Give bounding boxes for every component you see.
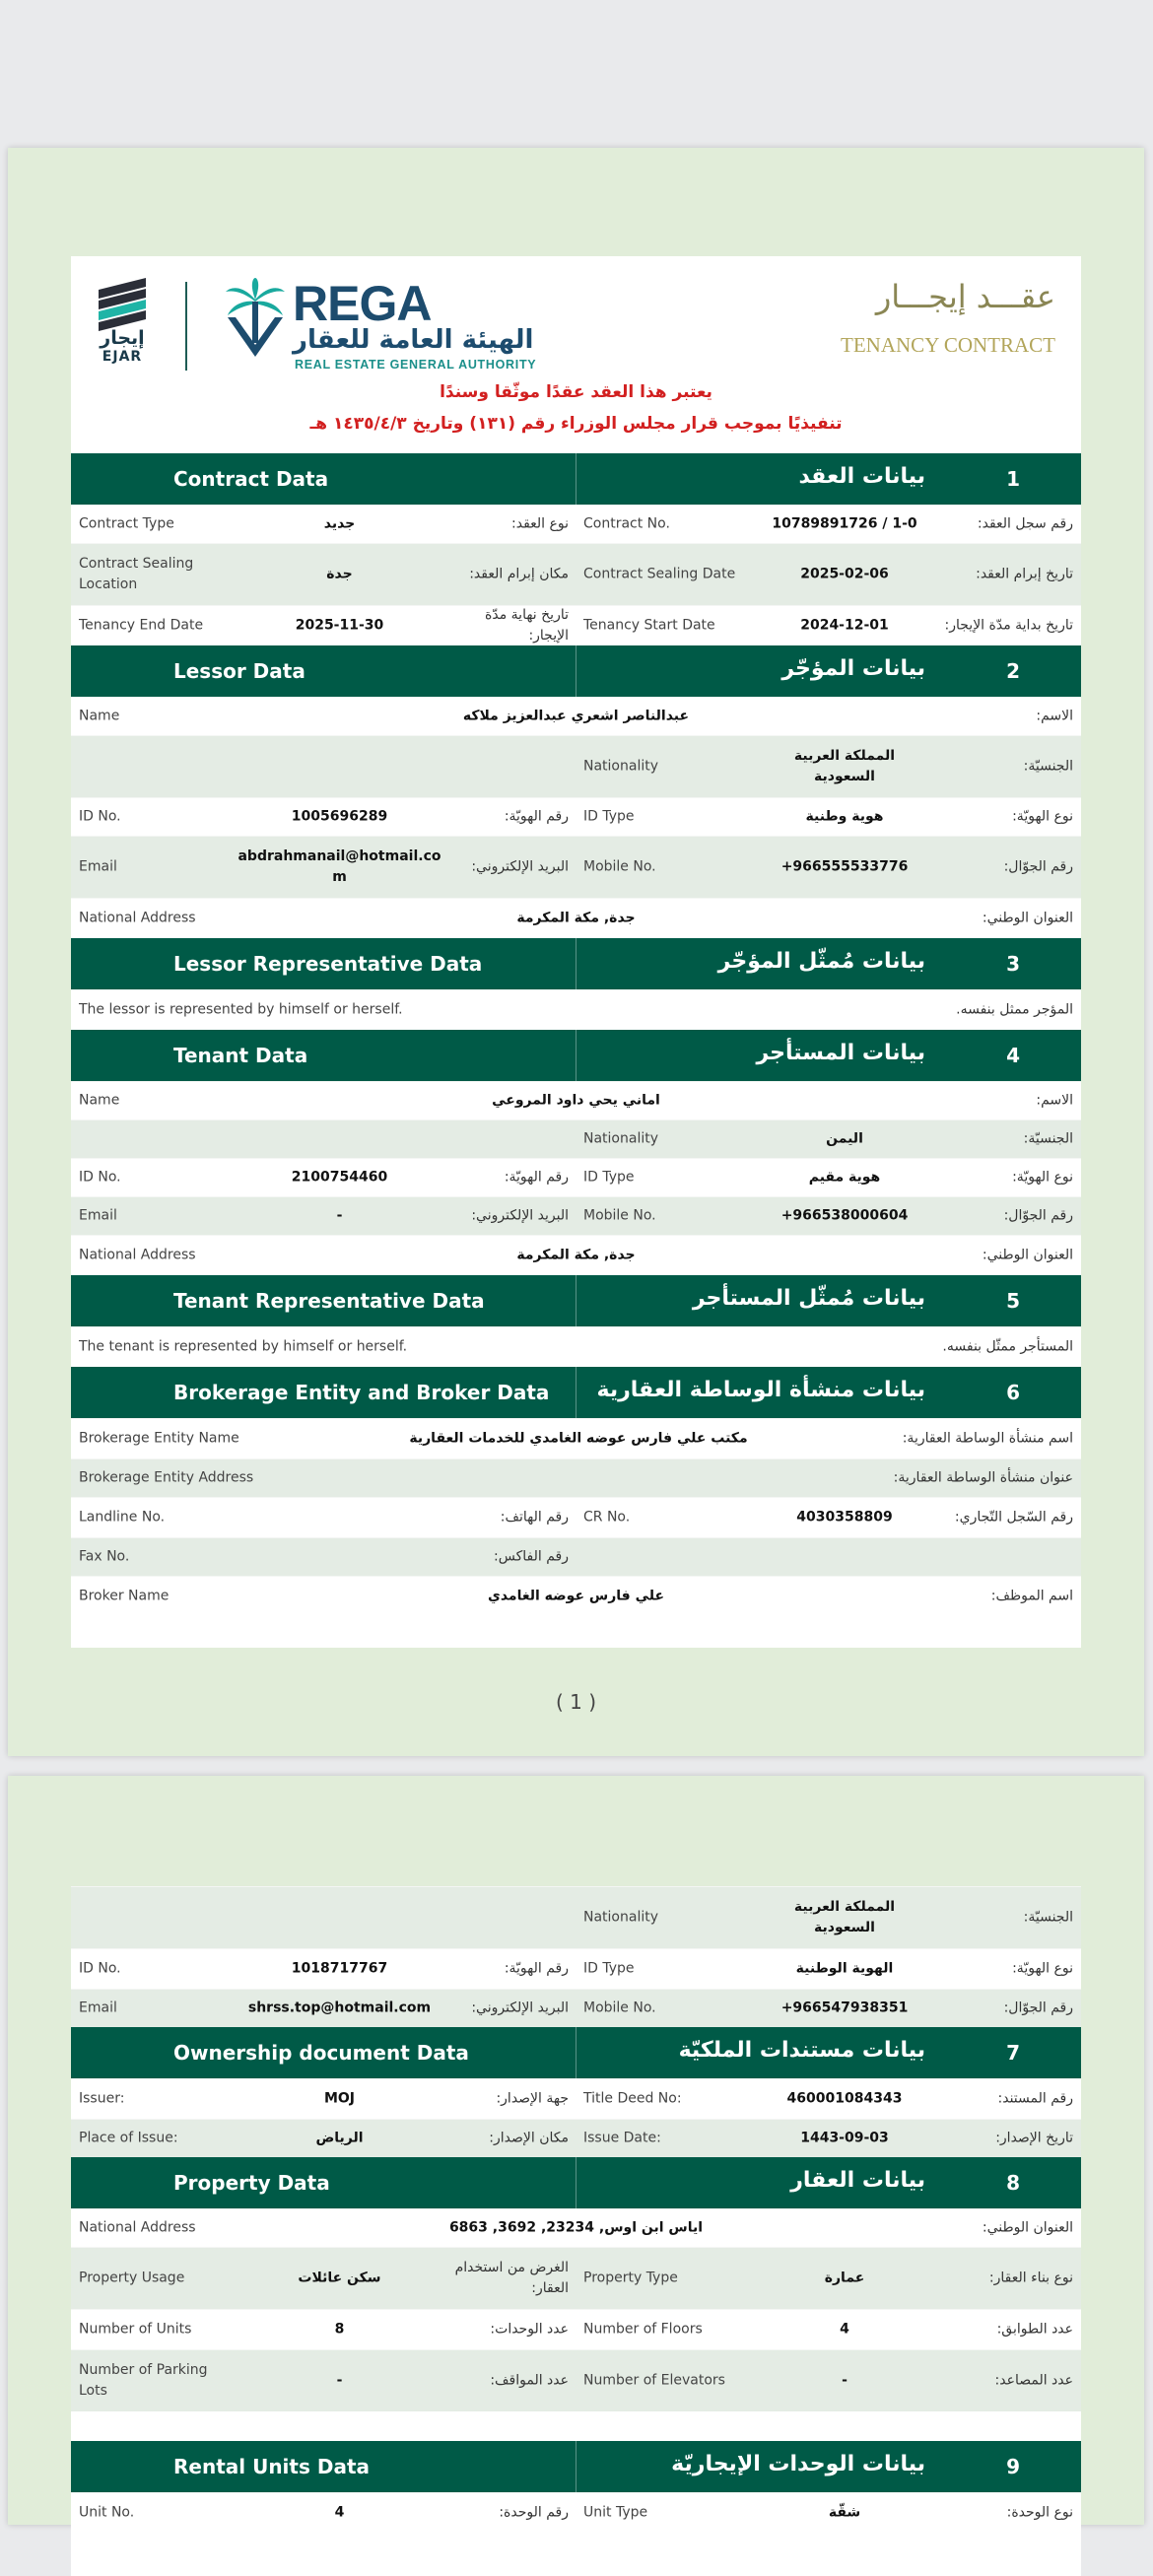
field-value: 4 [334,2504,345,2521]
section-header-rental-units [71,2441,1081,2492]
table-row [71,505,1081,543]
field-label: Email [79,1207,117,1224]
field-label-arabic: البريد الإلكتروني: [471,1207,569,1224]
legal-notice-line-1: يعتبر هذا العقد عقدًا موثّقا وسندًا [440,382,712,402]
field-value: - [336,2372,343,2389]
field-label: Contract Sealing Location [79,556,194,592]
field-value: الرياض [315,2130,364,2146]
field-value: 2024-12-01 [800,617,889,634]
field-value: سكن عائلات [298,2270,381,2286]
field-label: Mobile No. [583,2000,656,2016]
section-header-tenant [71,1030,1081,1081]
field-label: Nationality [583,1909,659,1926]
table-row [71,2349,1081,2411]
field-label-arabic: الجنسيّة: [1023,1909,1073,1926]
table-row [71,1497,1081,1537]
field-value: 1018717767 [291,1960,388,1977]
field-value: عمارة [824,2270,865,2286]
field-label: Title Deed No: [583,2090,682,2107]
field-label: ID Type [583,808,635,825]
field-value: اماني يحي داود المروعي [492,1092,660,1109]
field-label: Property Usage [79,2270,185,2286]
page-number: ( 1 ) [555,1690,597,1714]
field-label-arabic: الجنسيّة: [1023,1130,1073,1147]
field-label-arabic: رقم الوحدة: [499,2504,569,2521]
field-label-arabic: تاريخ الإصدار: [995,2130,1073,2146]
table-row [71,1576,1081,1616]
field-label-arabic: رقم المستند: [997,2090,1073,2107]
field-value: عبدالناصر اشعري عبدالعزيز ملاكه [462,708,690,724]
field-value: شقّة [828,2504,861,2521]
field-label: Email [79,858,117,875]
field-value: جدة [326,566,353,582]
field-label-arabic: رقم الهويّة: [504,808,569,825]
table-row [71,797,1081,836]
field-label: Property Type [583,2270,678,2286]
field-value: 1005696289 [291,808,388,825]
rega-logo-english: REGA [293,276,432,331]
field-value: +966547938351 [780,2000,909,2016]
field-value: +966538000604 [780,1207,909,1224]
section-title-english: Property Data [173,2171,330,2195]
field-label: Broker Name [79,1588,170,1604]
field-label-arabic: نوع بناء العقار: [988,2270,1073,2286]
table-row [71,1886,1081,1948]
representation-note-arabic: المؤجر ممثل بنفسه. [956,1001,1073,1018]
field-label-arabic: نوع الهويّة: [1012,1169,1073,1186]
field-label: Contract Sealing Date [583,566,736,582]
section-title-arabic: بيانات العقد [798,464,925,489]
field-value: المملكة العربية السعودية [793,748,896,784]
field-label-arabic: اسم الموظف: [990,1588,1073,1604]
field-value: shrss.top@hotmail.com [247,2000,432,2016]
field-label: Contract Type [79,515,174,532]
field-label: ID Type [583,1169,635,1186]
field-label: Issuer: [79,2090,125,2107]
table-row [71,735,1081,797]
field-label: ID No. [79,808,121,825]
section-title-english: Contract Data [173,467,329,491]
section-header-brokerage [71,1367,1081,1418]
section-title-arabic: بيانات منشأة الوساطة العقارية [596,1378,925,1402]
legal-notice [71,376,1081,440]
field-value: مكتب علي فارس عوضه الغامدي للخدمات العقارية [409,1430,748,1447]
table-row [71,1458,1081,1497]
field-label-arabic: العنوان الوطني: [982,2219,1073,2236]
section-header-ownership [71,2027,1081,2078]
field-label: Place of Issue: [79,2130,178,2146]
field-label: Brokerage Entity Name [79,1430,239,1447]
field-label: Email [79,2000,117,2016]
field-label: National Address [79,1247,196,1263]
table-row [71,836,1081,898]
field-value: 2025-02-06 [800,566,889,582]
section-number: 2 [1006,659,1020,683]
document-page-1 [8,148,1144,1756]
table-row [71,2078,1081,2119]
table-row [71,1418,1081,1458]
section-title-arabic: بيانات المستأجر [756,1041,925,1065]
contract-sheet [71,256,1081,1648]
table-row [71,2119,1081,2157]
field-label: Nationality [583,1130,659,1147]
field-label-arabic: جهة الإصدار: [496,2090,569,2107]
table-row [71,1081,1081,1119]
field-label-arabic: مكان إبرام العقد: [469,566,569,582]
field-label: ID No. [79,1960,121,1977]
field-label: ID Type [583,1960,635,1977]
field-label-arabic: تاريخ إبرام العقد: [976,566,1073,582]
section-title-english: Rental Units Data [173,2455,370,2478]
section-title-english: Lessor Data [173,659,305,683]
field-label: Issue Date: [583,2130,661,2146]
rega-logo [224,278,549,376]
section-number: 5 [1006,1289,1020,1313]
table-row [71,1158,1081,1196]
field-value: +966555533776 [780,858,909,875]
section-title-arabic: بيانات المؤجّر [781,656,925,681]
field-label-arabic: الجنسيّة: [1023,758,1073,775]
representation-note: The tenant is represented by himself or herself. [79,1338,408,1355]
field-label-arabic: مكان الإصدار: [489,2130,569,2146]
section-title-english: Brokerage Entity and Broker Data [173,1381,550,1404]
field-label-arabic: نوع العقد: [511,515,569,532]
field-label: Number of Elevators [583,2372,725,2389]
ejar-logo-english: EJAR [102,349,143,365]
field-label: Number of Units [79,2321,192,2338]
field-label: Mobile No. [583,858,656,875]
table-row [71,2309,1081,2349]
document-page-2 [8,1776,1144,2525]
field-label-arabic: تاريخ بداية مدّة الإيجار: [944,617,1073,634]
field-label-arabic: الغرض من استخدام العقار: [454,2260,569,2296]
field-label-arabic: رقم الجوّال: [1003,1207,1073,1224]
field-value: هوية مقيم [808,1169,881,1186]
field-label-arabic: نوع الهويّة: [1012,808,1073,825]
rega-logo-arabic: الهيئة العامة للعقار [293,325,534,355]
field-value: 460001084343 [786,2090,903,2107]
field-value: اياس ابن اوس, 23234, 3692, 6863 [448,2219,704,2236]
field-label-arabic: رقم الجوّال: [1003,2000,1073,2016]
field-label-arabic: الاسم: [1036,1092,1073,1109]
section-number: 4 [1006,1044,1020,1067]
field-value: 10789891726 / 1-0 [772,515,917,532]
section-number: 9 [1006,2455,1020,2478]
document-header [71,256,1081,453]
contract-sheet-continued [71,1886,1081,2576]
table-row [71,1948,1081,1989]
field-label-arabic: عدد المصاعد: [994,2372,1073,2389]
field-value: جدة, مكة المكرمة [516,1247,636,1263]
field-label: Tenancy End Date [79,617,204,634]
field-label-arabic: رقم الهويّة: [504,1960,569,1977]
field-label: Name [79,708,120,724]
section-number: 1 [1006,467,1020,491]
field-value: abdrahmanail@hotmail.com [237,848,441,885]
field-label-arabic: البريد الإلكتروني: [471,858,569,875]
field-label: ID No. [79,1169,121,1186]
section-title-arabic: بيانات مُمثّل المؤجّر [717,949,925,974]
field-label-arabic: عدد الطوابق: [996,2321,1073,2338]
field-label-arabic: اسم منشأة الوساطة العقارية: [902,1430,1073,1447]
field-label: CR No. [583,1509,631,1525]
field-label: National Address [79,2219,196,2236]
table-row [71,898,1081,938]
rega-logo-subtitle: REAL ESTATE GENERAL AUTHORITY [295,358,537,372]
section-title-english: Tenant Representative Data [173,1289,485,1313]
field-label-arabic: رقم الفاكس: [494,1548,569,1565]
field-value: MOJ [323,2090,356,2107]
field-value: 2100754460 [291,1169,388,1186]
table-row [71,989,1081,1030]
section-title-english: Tenant Data [173,1044,308,1067]
section-header-contract [71,453,1081,505]
table-row [71,543,1081,605]
section-header-tenant-representative [71,1275,1081,1326]
representation-note: The lessor is represented by himself or herself. [79,1001,403,1018]
field-label-arabic: الاسم: [1036,708,1073,724]
table-row [71,1326,1081,1367]
table-row [71,1196,1081,1235]
field-label-arabic: رقم السّجل التّجاري: [954,1509,1073,1525]
section-header-property [71,2157,1081,2208]
field-label-arabic: العنوان الوطني: [982,910,1073,926]
field-label-arabic: رقم الهاتف: [500,1509,569,1525]
field-label: Tenancy Start Date [583,617,715,634]
table-row [71,605,1081,645]
field-label-arabic: تاريخ نهاية مدّة الإيجار: [485,607,569,644]
field-label-arabic: نوع الهويّة: [1012,1960,1073,1977]
field-label-arabic: رقم الهويّة: [504,1169,569,1186]
legal-notice-line-2: تنفيذيًا بموجب قرار مجلس الوزراء رقم (١٣١) وتاريخ ١٤٣٥/٤/٣ هـ [309,414,843,434]
section-number: 6 [1006,1381,1020,1404]
field-value: 4030358809 [796,1509,893,1525]
section-header-lessor-representative [71,938,1081,989]
field-label: Name [79,1092,120,1109]
ejar-logo-arabic: إيجار [100,327,145,349]
field-value: جدة, مكة المكرمة [516,910,636,926]
table-row [71,1537,1081,1576]
ejar-logo [95,278,150,365]
palm-tree-icon [224,278,287,361]
field-label-arabic: البريد الإلكتروني: [471,2000,569,2016]
field-value: جديد [323,515,356,532]
ejar-mark-icon [97,278,148,323]
field-label-arabic: رقم الجوّال: [1003,858,1073,875]
section-title-arabic: بيانات مستندات الملكيّة [678,2038,925,2063]
contract-title-arabic: عقـــد إيجـــار [875,278,1055,315]
field-label: Nationality [583,758,659,775]
section-header-lessor [71,645,1081,697]
field-value: المملكة العربية السعودية [793,1899,896,1935]
field-label: Landline No. [79,1509,166,1525]
table-row [71,1119,1081,1158]
logo-divider [185,282,187,371]
table-row [71,1235,1081,1275]
table-row [71,1989,1081,2027]
table-row [71,2247,1081,2309]
field-label: National Address [79,910,196,926]
field-label-arabic: عنوان منشأة الوساطة العقارية: [893,1469,1073,1486]
section-title-arabic: بيانات العقار [790,2168,925,2193]
section-title-english: Ownership document Data [173,2041,469,2065]
field-label: Unit No. [79,2504,135,2521]
section-title-arabic: بيانات الوحدات الإيجاريّة [671,2452,925,2476]
field-label: Mobile No. [583,1207,656,1224]
section-number: 7 [1006,2041,1020,2065]
representation-note-arabic: المستأجر ممثّل بنفسه. [942,1338,1073,1355]
field-label: Number of Floors [583,2321,703,2338]
section-title-arabic: بيانات مُمثّل المستأجر [692,1286,925,1311]
field-value: 1443-09-03 [800,2130,889,2146]
table-row [71,2208,1081,2247]
field-label-arabic: عدد الوحدات: [490,2321,569,2338]
table-row [71,697,1081,735]
field-label: Number of Parking Lots [79,2362,208,2399]
field-value: اليمن [826,1130,863,1147]
field-label-arabic: رقم سجل العقد: [977,515,1073,532]
field-label-arabic: عدد المواقف: [490,2372,569,2389]
section-title-english: Lessor Representative Data [173,952,483,976]
field-value: علي فارس عوضه الغامدي [487,1588,665,1604]
field-value: 8 [334,2321,345,2338]
field-label-arabic: نوع الوحدة: [1006,2504,1073,2521]
field-label: Contract No. [583,515,670,532]
section-number: 8 [1006,2171,1020,2195]
table-row [71,2492,1081,2533]
field-value: - [842,2372,848,2389]
contract-title-english: TENANCY CONTRACT [841,333,1055,357]
section-number: 3 [1006,952,1020,976]
field-label: Unit Type [583,2504,648,2521]
field-value: - [336,1207,343,1224]
field-value: هوية وطنية [805,808,884,825]
field-label-arabic: العنوان الوطني: [982,1247,1073,1263]
field-value: الهوية الوطنية [795,1960,894,1977]
field-label: Brokerage Entity Address [79,1469,254,1486]
field-value: 4 [840,2321,849,2338]
field-label: Fax No. [79,1548,130,1565]
field-value: 2025-11-30 [295,617,384,634]
